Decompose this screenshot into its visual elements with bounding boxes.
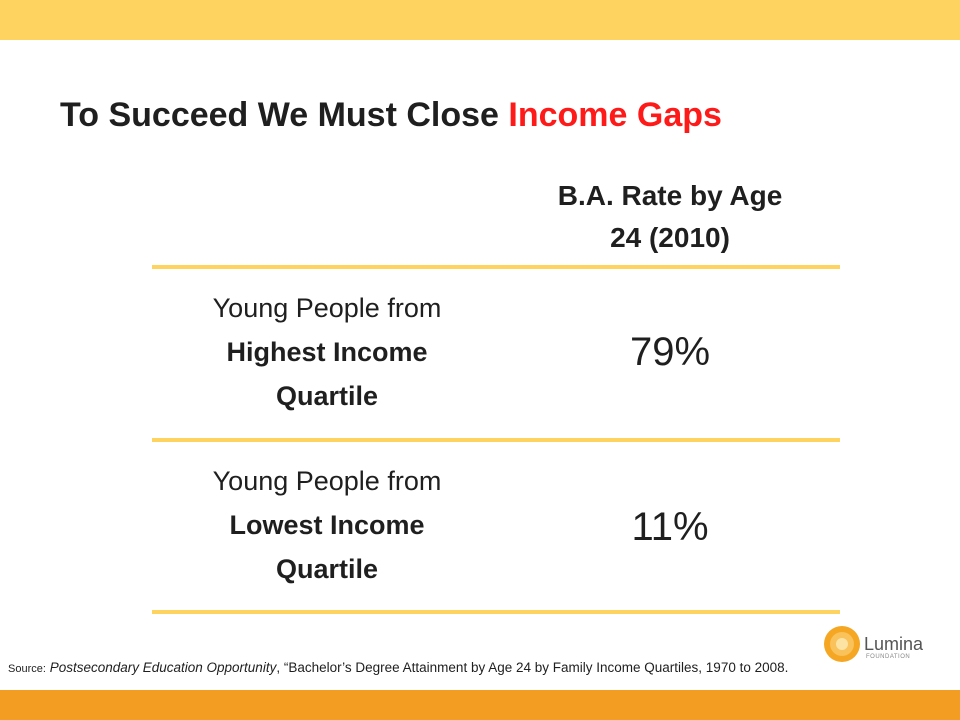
source-citation — [8, 660, 868, 675]
row-label-line1: Young People from — [212, 293, 442, 323]
row-value-lowest-income: 11% — [631, 505, 709, 549]
source-publication: Postsecondary Education Opportunity — [49, 660, 277, 675]
source-details: “Bachelor’s Degree Attainment by Age 24 by Family Income Quartiles, 1970 to 2008. — [283, 660, 789, 675]
column-header-line1: B.A. Rate by Age — [557, 180, 783, 211]
title-prefix: To Succeed We Must Close — [60, 96, 509, 134]
column-header — [505, 175, 835, 259]
row-value-highest-income: 79% — [629, 330, 711, 374]
slide-title — [60, 96, 920, 135]
logo-name: Lumina — [864, 634, 924, 654]
title-accent: Income Gaps — [508, 96, 722, 134]
row-label-line2: Highest Income — [226, 337, 428, 367]
table-rule-top — [152, 265, 840, 269]
top-accent-bar — [0, 0, 960, 40]
table-rule-bottom — [152, 610, 840, 614]
row-label-lowest-income — [152, 459, 502, 591]
row-label-line3: Quartile — [275, 554, 379, 584]
source-label: Source: — [8, 663, 46, 675]
table-rule-middle — [152, 438, 840, 442]
source-separator: , — [276, 660, 284, 675]
row-label-line2: Lowest Income — [229, 510, 425, 540]
logo-subtitle: FOUNDATION — [866, 654, 911, 660]
column-header-line2: 24 (2010) — [610, 222, 730, 253]
row-label-highest-income — [152, 286, 502, 418]
row-label-line1: Young People from — [212, 466, 442, 496]
row-label-line3: Quartile — [275, 381, 379, 411]
sun-logo-icon — [822, 624, 862, 664]
lumina-logo — [822, 624, 940, 664]
bottom-accent-bar — [0, 690, 960, 720]
